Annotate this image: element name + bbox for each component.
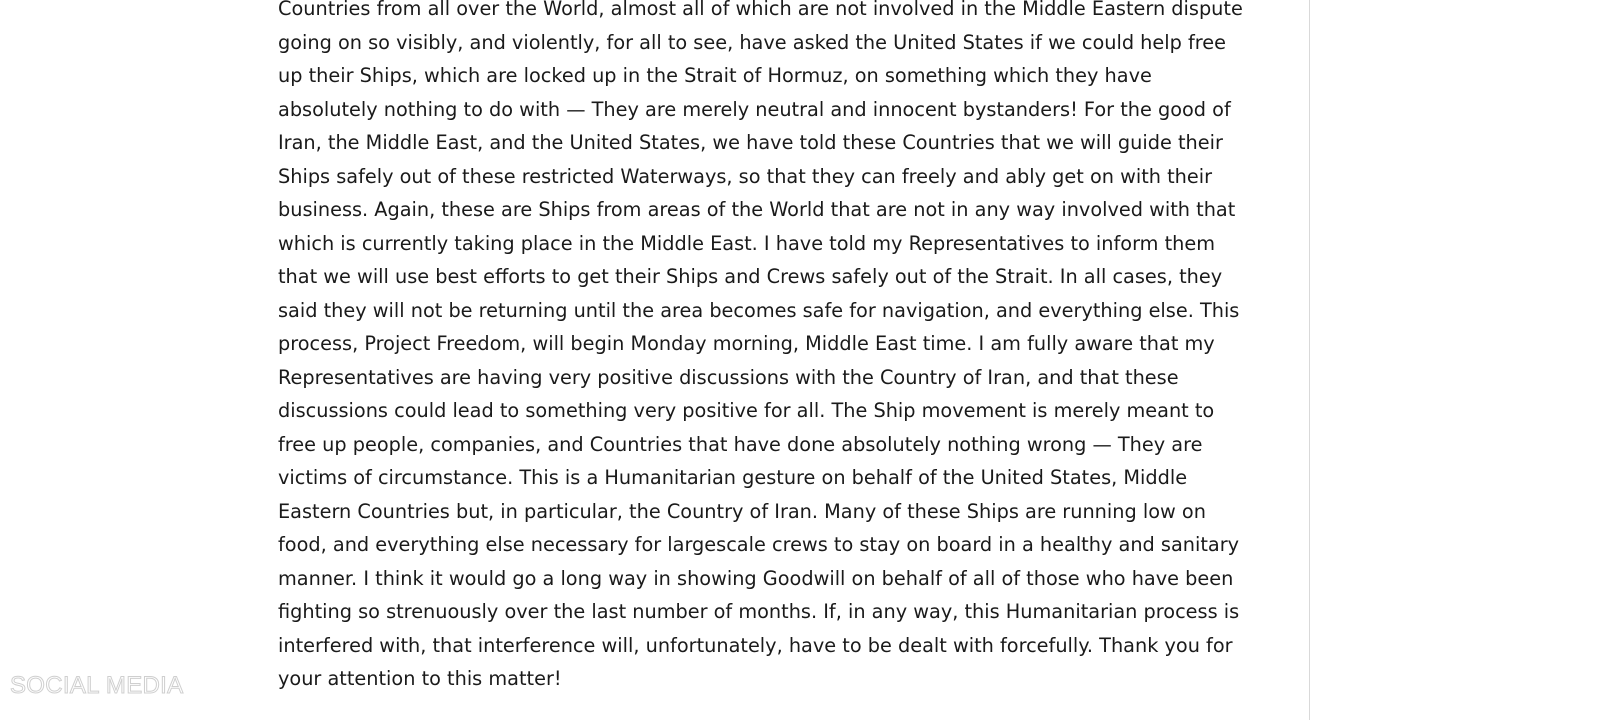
post-text-line: fighting so strenuously over the last number of months. If, in any way, this Humanitarian process is xyxy=(278,600,1240,623)
post-text-line: going on so visibly, and violently, for all to see, have asked the United States if we could help free xyxy=(278,30,1227,54)
post-text-line: Representatives are having very positive discussions with the Country of Iran, and that these xyxy=(278,365,1179,389)
post-text-line: that we will use best efforts to get their Ships and Crews safely out of the Strait. In all cases, they xyxy=(278,265,1223,288)
post-text-line: interfered with, that interference will, unfortunately, have to be dealt with forcefully. Thank you for xyxy=(278,633,1233,657)
post-text-line: process, Project Freedom, will begin Monday morning, Middle East time. I am fully aware that my xyxy=(278,332,1215,355)
content-divider xyxy=(1309,0,1310,720)
post-text-line: business. Again, these are Ships from areas of the World that are not in any way involved with that xyxy=(278,198,1236,221)
post-text-line: Iran, the Middle East, and the United States, we have told these Countries that we will guide their xyxy=(278,131,1223,154)
post-text-line: Ships safely out of these restricted Waterways, so that they can freely and ably get on with their xyxy=(278,164,1213,188)
social-media-watermark: SOCIAL MEDIA xyxy=(10,672,184,699)
post-text-line: said they will not be returning until the area becomes safe for navigation, and everything else. This xyxy=(278,298,1240,322)
post-text-line: Countries from all over the World, almost all of which are not involved in the Middle Eastern dispute xyxy=(278,0,1243,20)
post-text-line: which is currently taking place in the Middle East. I have told my Representatives to inform them xyxy=(278,231,1216,255)
post-body-text xyxy=(278,0,1288,696)
post-text-line: discussions could lead to something very positive for all. The Ship movement is merely meant to xyxy=(278,399,1215,422)
post-text-line: absolutely nothing to do with — They are merely neutral and innocent bystanders! For the good of xyxy=(278,97,1231,121)
post-text-line: manner. I think it would go a long way in showing Goodwill on behalf of all of those who have been xyxy=(278,566,1234,590)
post-text-line: up their Ships, which are locked up in the Strait of Hormuz, on something which they have xyxy=(278,64,1152,87)
post-text-line: your attention to this matter! xyxy=(278,667,562,690)
post-text-line: Eastern Countries but, in particular, the Country of Iran. Many of these Ships are running low on xyxy=(278,499,1206,523)
post-text-line: food, and everything else necessary for largescale crews to stay on board in a healthy and sanitary xyxy=(278,533,1240,556)
post-text-line: victims of circumstance. This is a Humanitarian gesture on behalf of the United States, Middle xyxy=(278,466,1188,489)
post-text-line: free up people, companies, and Countries that have done absolutely nothing wrong — They are xyxy=(278,432,1203,456)
